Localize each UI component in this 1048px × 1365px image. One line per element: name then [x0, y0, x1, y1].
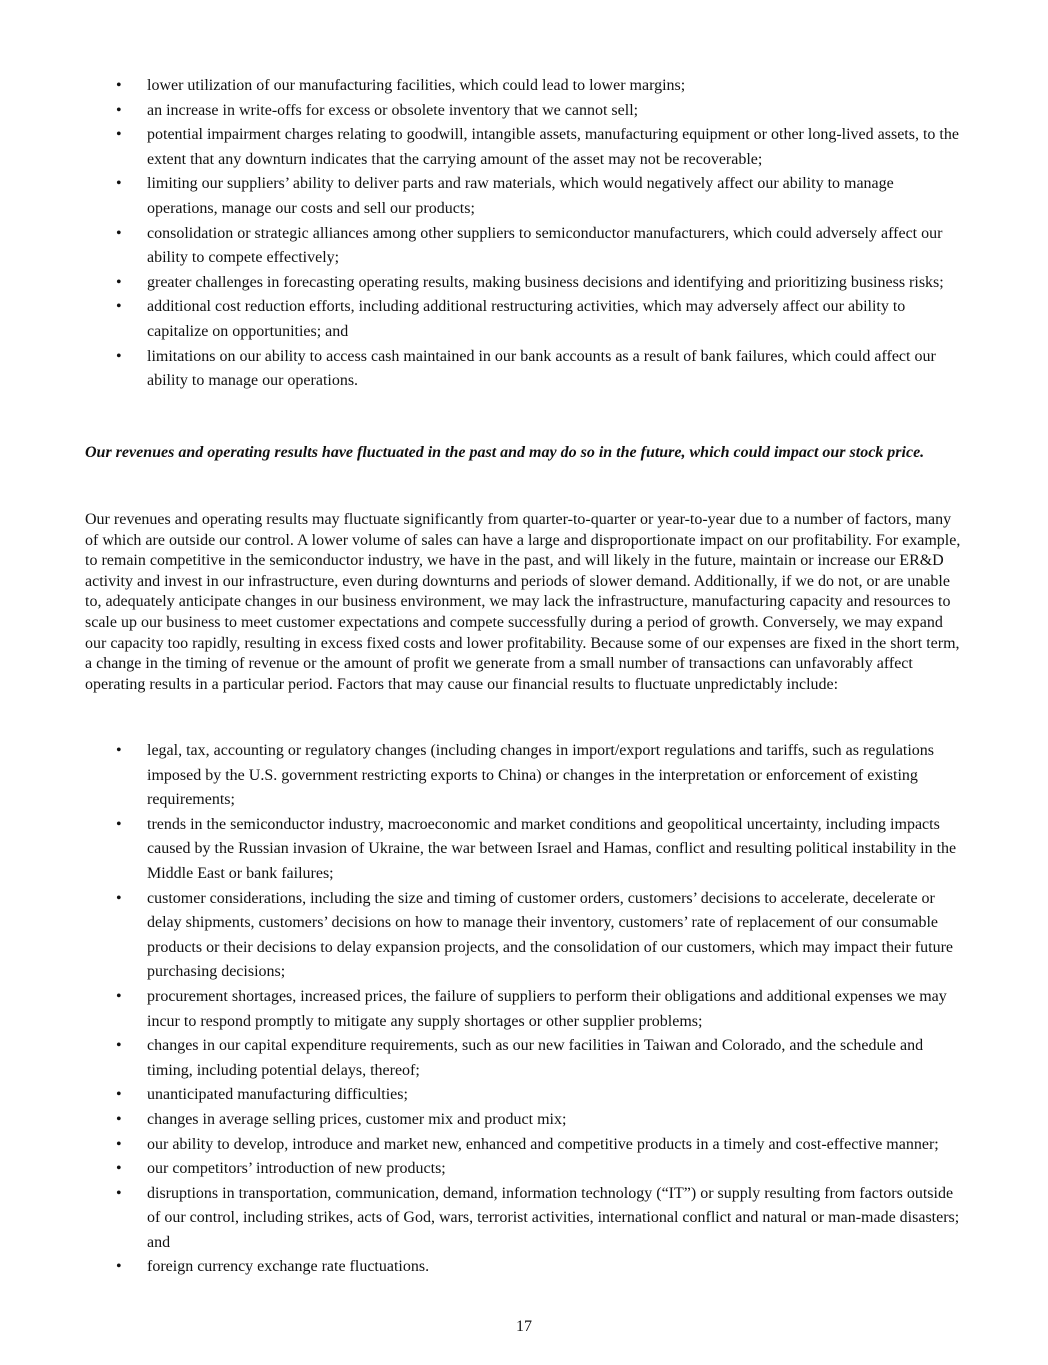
bullet: • [116, 77, 122, 94]
bullet: • [116, 347, 122, 365]
list-item [85, 74, 967, 99]
list-item [85, 1034, 967, 1083]
list-item [85, 271, 967, 296]
bullet: • [116, 1184, 122, 1202]
section-heading: Our revenues and operating results have fluctuated in the past and may do so in the future, which could impact our stock price. [85, 444, 925, 461]
list-item [85, 222, 967, 271]
list-item-text: legal, tax, accounting or regulatory changes (including changes in import/export regulations and tariffs, such as regulations imposed by the U.S. government restricting exports to China) or changes in the interpretation or enforcement of existing requirements; [147, 742, 935, 809]
page-number: 17 [516, 1318, 532, 1335]
list-item [85, 985, 967, 1034]
list-item [85, 813, 967, 887]
list-item-text: lower utilization of our manufacturing facilities, which could lead to lower margins; [147, 77, 686, 94]
list-item-text: greater challenges in forecasting operating results, making business decisions and identifying and prioritizing business risks; [147, 273, 944, 291]
list-item-text: foreign currency exchange rate fluctuations. [147, 1258, 430, 1276]
list-item [85, 1108, 967, 1133]
list-item [85, 172, 967, 221]
list-item-text: our competitors’ introduction of new products; [147, 1160, 446, 1178]
list-item-text: procurement shortages, increased prices, the failure of suppliers to perform their obligations and additional expenses we may incur to respond promptly to mitigate any supply shortages or other supplier problems; [147, 987, 947, 1030]
list-item [85, 123, 967, 172]
bullet: • [116, 1135, 122, 1153]
list-item-text: limitations on our ability to access cash maintained in our bank accounts as a result of bank failures, which could affect our ability to manage our operations. [147, 347, 936, 390]
list-item-text: changes in average selling prices, customer mix and product mix; [147, 1110, 567, 1128]
list-item [85, 1182, 967, 1256]
list-item [85, 1083, 967, 1108]
list-item-text: customer considerations, including the size and timing of customer orders, customers’ decisions to accelerate, decelerate or delay shipments, customers’ decisions on how to manage their inventory, customers’ rate of replacement of our consumable products or their decisions to delay expansion projects, and the consolidation of our customers, which may impact their future purchasing decisions; [147, 889, 954, 981]
list-item-text: trends in the semiconductor industry, macroeconomic and market conditions and geopolitical uncertainty, including impacts caused by the Russian invasion of Ukraine, the war between Israel and Hamas, conflict and resulting political instability in the Middle East or bank failures; [147, 815, 957, 882]
bullet: • [116, 224, 122, 242]
list-item [85, 739, 967, 813]
list-item-text: unanticipated manufacturing difficulties; [147, 1086, 408, 1104]
list-item [85, 345, 967, 394]
fluctuation-factors-list [85, 739, 967, 1280]
bullet: • [116, 889, 122, 907]
bullet: • [116, 1258, 122, 1276]
body-paragraph: Our revenues and operating results may fluctuate significantly from quarter-to-quarter or year-to-year due to a number of factors, many of which are outside our control. A lower volume of sales can have a large and disproportionate impact on our profitability. For example, to remain competitive in the semiconductor industry, we have in the past, and will likely in the future, maintain or increase our ER&D activity and invest in our infrastructure, even during downturns and periods of slower demand. Additionally, if we do not, or are unable to, adequately anticipate changes in our business environment, we may lack the infrastructure, manufacturing capacity and resources to scale up our business to meet customer expectations and compete successfully during a period of growth. Conversely, we may expand our capacity too rapidly, resulting in excess fixed costs and lower profitability. Because some of our expenses are fixed in the short term, a change in the timing of revenue or the amount of profit we generate from a small number of transactions can unfavorably affect operating results in a particular period. Factors that may cause our financial results to fluctuate unpredictably include: [85, 511, 961, 693]
bullet: • [116, 1037, 122, 1055]
list-item [85, 295, 967, 344]
bullet: • [116, 815, 122, 833]
bullet: • [116, 742, 122, 759]
bullet: • [116, 101, 122, 119]
list-item-text: consolidation or strategic alliances among other suppliers to semiconductor manufacturers, which could adversely affect our ability to compete effectively; [147, 224, 943, 267]
list-item [85, 1157, 967, 1182]
bullet: • [116, 175, 122, 193]
list-item [85, 99, 967, 124]
list-item [85, 1133, 967, 1158]
bullet: • [116, 1086, 122, 1104]
risk-consequences-list [85, 74, 967, 394]
bullet: • [116, 1160, 122, 1178]
bullet: • [116, 298, 122, 316]
list-item-text: additional cost reduction efforts, including additional restructuring activities, which may adversely affect our ability to capitalize on opportunities; and [147, 298, 906, 340]
bullet: • [116, 987, 122, 1005]
bullet: • [116, 273, 122, 291]
list-item-text: limiting our suppliers’ ability to deliver parts and raw materials, which would negatively affect our ability to manage operations, manage our costs and sell our products; [147, 175, 894, 217]
list-item-text: an increase in write-offs for excess or obsolete inventory that we cannot sell; [147, 101, 639, 119]
list-item-text: disruptions in transportation, communication, demand, information technology (“IT”) or supply resulting from factors outside of our control, including strikes, acts of God, wars, terrorist activities, international conflict and natural or man-made disasters; and [147, 1184, 960, 1251]
list-item-text: changes in our capital expenditure requirements, such as our new facilities in Taiwan and Colorado, and the schedule and timing, including potential delays, thereof; [147, 1037, 924, 1079]
list-item [85, 1255, 967, 1280]
bullet: • [116, 1110, 122, 1128]
bullet: • [116, 126, 122, 144]
list-item-text: our ability to develop, introduce and market new, enhanced and competitive products in a timely and cost-effective manner; [147, 1135, 939, 1153]
list-item-text: potential impairment charges relating to goodwill, intangible assets, manufacturing equipment or other long-lived assets, to the extent that any downturn indicates that the carrying amount of the asset may not be recoverable; [147, 126, 959, 168]
list-item [85, 887, 967, 985]
